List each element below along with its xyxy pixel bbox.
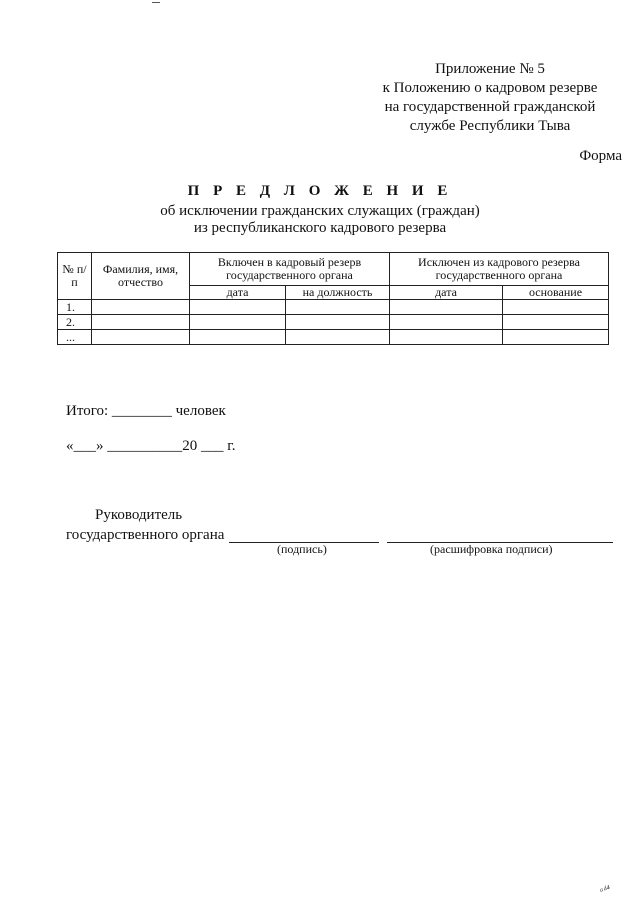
- document-subtitle: [0, 203, 640, 237]
- cell: [390, 315, 503, 330]
- cell: [390, 300, 503, 315]
- cell: [190, 300, 286, 315]
- cell: [503, 315, 609, 330]
- table-row: [58, 315, 609, 330]
- form-label: Форма: [579, 148, 622, 164]
- subtitle-line-1: об исключении гражданских служащих (граждан): [160, 203, 480, 219]
- cell: [92, 315, 190, 330]
- table-row: [58, 330, 609, 345]
- reserve-table: [57, 252, 609, 345]
- subheader-reason: основание: [503, 286, 609, 300]
- appendix-line-3: на государственной гражданской: [384, 99, 596, 115]
- subtitle-line-2: из республиканского кадрового резерва: [193, 220, 447, 236]
- row-number: 2.: [58, 315, 92, 330]
- cell: [190, 330, 286, 345]
- org-label: государственного органа: [66, 527, 225, 543]
- cell: [190, 315, 286, 330]
- cell: [92, 330, 190, 345]
- row-number: 1.: [58, 300, 92, 315]
- subheader-position: на должность: [286, 286, 390, 300]
- appendix-line-4: службе Республики Тыва: [409, 118, 571, 134]
- total-line: Итого: ________ человек: [66, 403, 226, 419]
- appendix-line-1: Приложение № 5: [435, 61, 545, 77]
- signature-decoding-caption: (расшифровка подписи): [430, 542, 553, 556]
- cell: [390, 330, 503, 345]
- cell: [92, 300, 190, 315]
- cell: [286, 300, 390, 315]
- header-number: № п/п: [58, 253, 92, 300]
- subheader-date-included: дата: [190, 286, 286, 300]
- header-full-name: Фамилия, имя, отчество: [92, 253, 190, 300]
- subheader-date-excluded: дата: [390, 286, 503, 300]
- head-label: Руководитель: [95, 507, 183, 523]
- document-title: П Р Е Д Л О Ж Е Н И Е: [187, 183, 453, 199]
- cell: [286, 315, 390, 330]
- date-line: «___» __________20 ___ г.: [66, 438, 236, 454]
- page-mark: ᵃᵈ⁴: [598, 883, 613, 898]
- scan-mark: [152, 2, 160, 3]
- table-header-row: [58, 253, 609, 286]
- cell: [286, 330, 390, 345]
- signature-caption: (подпись): [277, 542, 327, 556]
- cell: [503, 330, 609, 345]
- appendix-block: [360, 60, 620, 136]
- row-number: ...: [58, 330, 92, 345]
- cell: [503, 300, 609, 315]
- header-included: Включен в кадровый резерв государственного органа: [190, 253, 390, 286]
- appendix-line-2: к Положению о кадровом резерве: [382, 80, 598, 96]
- table-row: [58, 300, 609, 315]
- header-excluded: Исключен из кадрового резерва государственного органа: [390, 253, 609, 286]
